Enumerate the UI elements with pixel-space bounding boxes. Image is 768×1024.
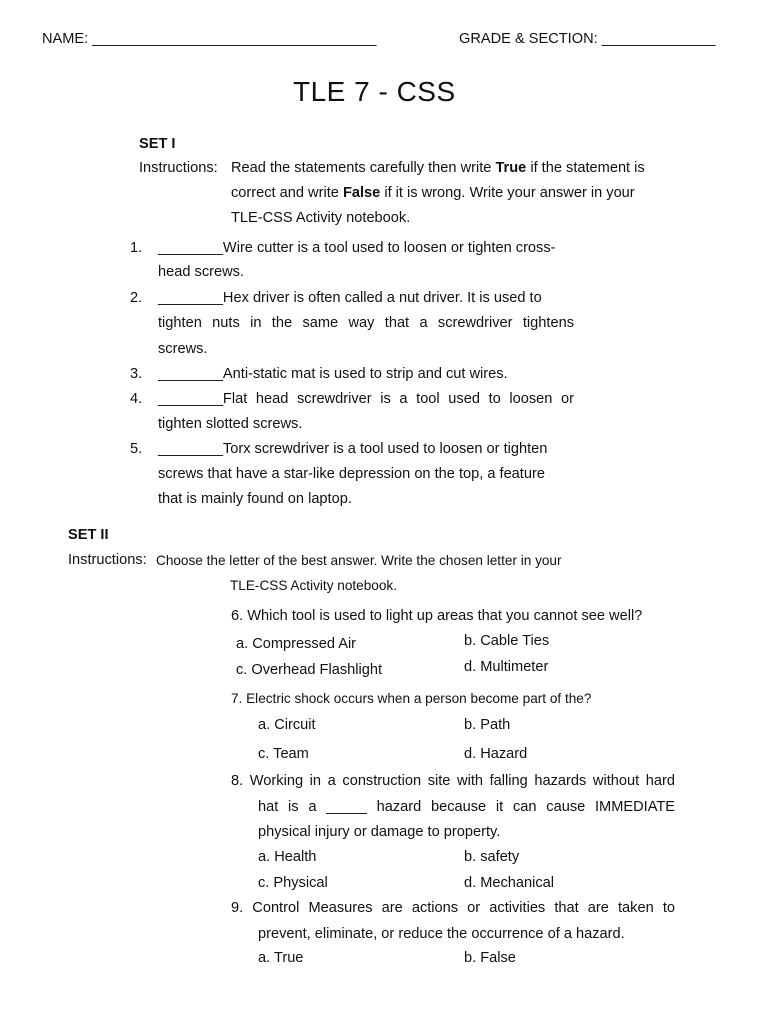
choice-b: b. False bbox=[464, 950, 516, 966]
item-line: screws that have a star-like depression on the top, a feature bbox=[158, 466, 545, 482]
question-6: 6. Which tool is used to light up areas that you cannot see well? bbox=[231, 608, 643, 624]
set1-instructions-line2: correct and write False if it is wrong. Write your answer in your bbox=[231, 185, 635, 201]
item-line: screws. bbox=[158, 341, 208, 357]
choice-c: c. Team bbox=[258, 746, 309, 762]
question-9-line1: 9. Control Measures are actions or activities that are taken to bbox=[231, 900, 675, 916]
set1-instructions-line1: Read the statements carefully then write True if the statement is bbox=[231, 160, 645, 176]
choice-d: d. Hazard bbox=[464, 746, 528, 762]
choice-a: a. Compressed Air bbox=[236, 636, 357, 652]
choice-b: b. Cable Ties bbox=[464, 633, 550, 649]
grade-section-field-label: GRADE & SECTION: ______________ bbox=[459, 31, 716, 47]
set2-instructions-line1: Choose the letter of the best answer. Write the chosen letter in your bbox=[156, 553, 562, 568]
item-line: that is mainly found on laptop. bbox=[158, 491, 352, 507]
item-line: ________Anti-static mat is used to strip and cut wires. bbox=[158, 366, 508, 382]
item-line: ________Torx screwdriver is a tool used to loosen or tighten bbox=[158, 441, 548, 457]
question-7: 7. Electric shock occurs when a person become part of the? bbox=[231, 691, 592, 706]
choice-a: a. Circuit bbox=[258, 717, 316, 733]
choice-a: a. True bbox=[258, 950, 304, 966]
set2-instructions-line2: TLE-CSS Activity notebook. bbox=[230, 578, 397, 593]
question-9-line2: prevent, eliminate, or reduce the occurrence of a hazard. bbox=[258, 926, 625, 942]
choice-c: c. Overhead Flashlight bbox=[236, 662, 383, 678]
item-number: 5. bbox=[130, 441, 143, 457]
set1-heading: SET I bbox=[139, 136, 176, 152]
question-8-line3: physical injury or damage to property. bbox=[258, 824, 501, 840]
item-number: 1. bbox=[130, 240, 143, 256]
choice-d: d. Multimeter bbox=[464, 659, 549, 675]
question-8-line1: 8. Working in a construction site with falling hazards without hard bbox=[231, 773, 675, 789]
choice-a: a. Health bbox=[258, 849, 317, 865]
set2-instructions-label: Instructions: bbox=[68, 552, 147, 568]
item-line: head screws. bbox=[158, 264, 244, 280]
set2-heading: SET II bbox=[68, 527, 109, 543]
item-number: 3. bbox=[130, 366, 143, 382]
item-line: ________Wire cutter is a tool used to loosen or tighten cross- bbox=[158, 240, 556, 256]
set1-instructions-label: Instructions: bbox=[139, 160, 218, 176]
set1-instructions-line3: TLE-CSS Activity notebook. bbox=[231, 210, 411, 226]
item-line: tighten nuts in the same way that a screwdriver tightens bbox=[158, 315, 574, 331]
item-line: ________Hex driver is often called a nut driver. It is used to bbox=[158, 290, 542, 306]
item-line: ________Flat head screwdriver is a tool used to loosen or bbox=[158, 391, 574, 407]
page-title: TLE 7 - CSS bbox=[293, 76, 456, 107]
choice-d: d. Mechanical bbox=[464, 875, 555, 891]
choice-b: b. Path bbox=[464, 717, 511, 733]
item-number: 4. bbox=[130, 391, 143, 407]
item-number: 2. bbox=[130, 290, 143, 306]
item-line: tighten slotted screws. bbox=[158, 416, 303, 432]
question-8-line2: hat is a _____ hazard because it can cause IMMEDIATE bbox=[258, 799, 675, 815]
name-field-label: NAME: ___________________________________ bbox=[42, 31, 377, 47]
choice-b: b. safety bbox=[464, 849, 520, 865]
choice-c: c. Physical bbox=[258, 875, 328, 891]
